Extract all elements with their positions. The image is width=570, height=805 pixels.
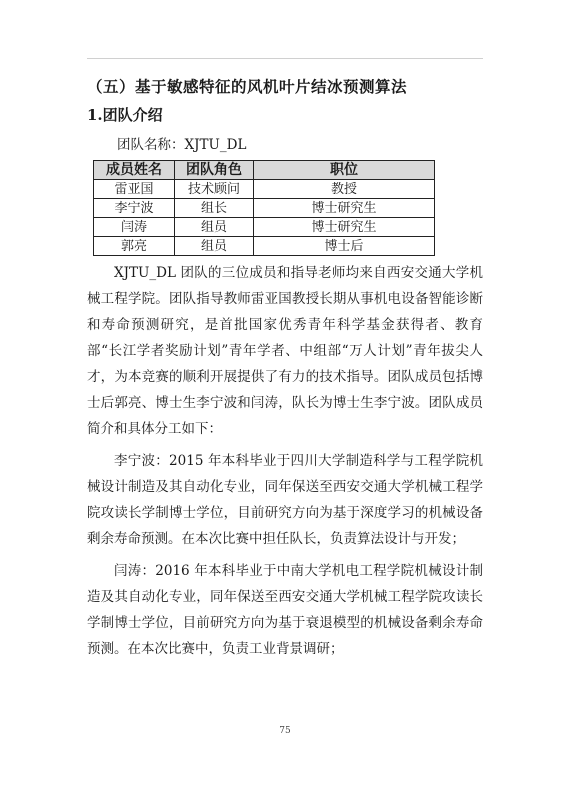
page-number: 75: [279, 726, 291, 736]
team-members-table: [93, 160, 435, 256]
table-header-row: [94, 161, 435, 180]
table-row: [94, 218, 435, 237]
subheading: 1.团队介绍: [87, 106, 163, 124]
table-header-cell: 成员姓名: [94, 161, 175, 180]
body-text: [87, 260, 483, 662]
table-cell: 组员: [175, 237, 254, 256]
table-row: [94, 199, 435, 218]
table-header-cell: 团队角色: [175, 161, 254, 180]
table-cell: 郭亮: [94, 237, 175, 256]
team-name-line: 团队名称：XJTU_DL: [117, 137, 247, 153]
table-cell: 技术顾问: [175, 180, 254, 199]
table-cell: 博士研究生: [254, 199, 435, 218]
paragraph-member-yan: 闫涛：2016 年本科毕业于中南大学机电工程学院机械设计制造及其自动化专业，同年保送至西安交通大学机械工程学院攻读长学制博士学位，目前研究方向为基于衰退模型的机械设备剩余寿命预测。在本次比赛中，负责工业背景调研；: [87, 563, 483, 657]
table-cell: 李宁波: [94, 199, 175, 218]
paragraph-team-intro: XJTU_DL 团队的三位成员和指导老师均来自西安交通大学机械工程学院。团队指导教师雷亚国教授长期从事机电设备智能诊断和寿命预测研究，是首批国家优秀青年科学基金获得者、教育部“长江学者奖励计划”青年学者、中组部“万人计划”青年拔尖人才，为本竞赛的顺利开展提供了有力的技术指导。团队成员包括博士后郭亮、博士生李宁波和闫涛，队长为博士生李宁波。团队成员简介和具体分工如下：: [87, 265, 483, 437]
table-cell: 雷亚国: [94, 180, 175, 199]
table-row: [94, 237, 435, 256]
table-cell: 组员: [175, 218, 254, 237]
table-cell: 教授: [254, 180, 435, 199]
table-cell: 组长: [175, 199, 254, 218]
table-row: [94, 180, 435, 199]
table-cell: 博士后: [254, 237, 435, 256]
table-cell: 博士研究生: [254, 218, 435, 237]
section-heading: （五）基于敏感特征的风机叶片结冰预测算法: [87, 77, 408, 96]
table-header-cell: 职位: [254, 161, 435, 180]
header-rule: [87, 58, 483, 59]
paragraph-member-li: 李宁波：2015 年本科毕业于四川大学制造科学与工程学院机械设计制造及其自动化专业，同年保送至西安交通大学机械工程学院攻读长学制博士学位，目前研究方向为基于深度学习的机械设备剩余寿命预测。在本次比赛中担任队长，负责算法设计与开发；: [87, 453, 483, 547]
table-cell: 闫涛: [94, 218, 175, 237]
